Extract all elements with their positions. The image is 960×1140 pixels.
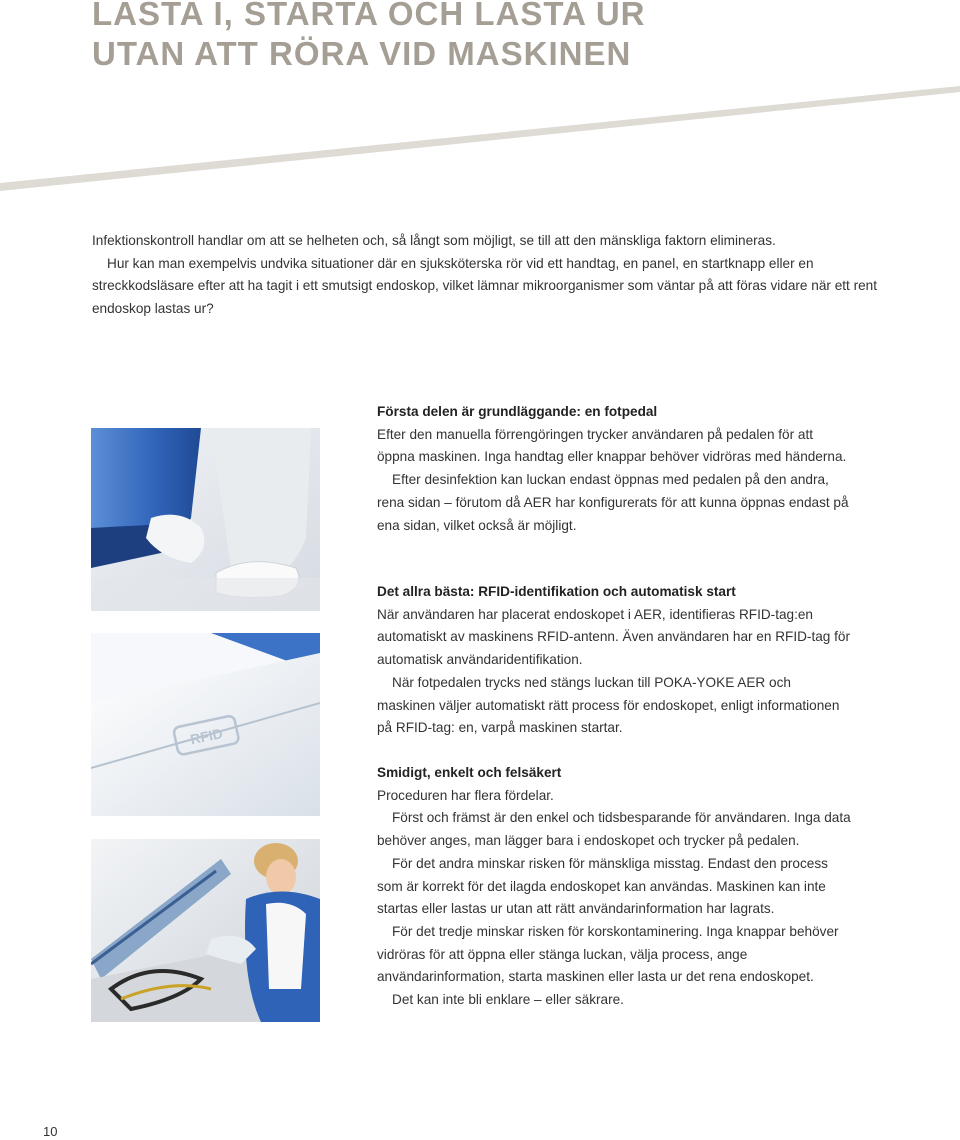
intro-paragraph-2: Hur kan man exempelvis undvika situationer där en sjuksköterska rör vid ett handtag, en panel, en startknapp eller en streckkodsläsare efter att ha tagit i ett smutsigt endoskop, vilket lämnar mikroorganismer som väntar på att föras vidare när ett rent endoskop lastas ur? [92, 255, 878, 316]
photo-rfid-lid [91, 633, 320, 816]
intro-paragraph-1: Infektionskontroll handlar om att se helheten och, så långt som möjligt, se till att den mänskliga faktorn elimineras. [92, 233, 776, 248]
photo-foot-pedal [91, 428, 320, 611]
section-foot-pedal [377, 401, 852, 537]
page-title-line-2: UTAN ATT RÖRA VID MASKINEN [92, 35, 632, 72]
section-paragraph: Efter den manuella förrengöringen trycker användaren på pedalen för att öppna maskinen. Inga handtag eller knappar behöver vidröras med händerna. [377, 426, 847, 465]
section-paragraph: Proceduren har flera fördelar. [377, 787, 554, 803]
section-simple-safe [377, 762, 852, 1012]
photo-nurse-loading [91, 839, 320, 1022]
section-heading: Smidigt, enkelt och felsäkert [377, 765, 562, 780]
page-number: 10 [43, 1124, 58, 1139]
section-paragraph: Efter desinfektion kan luckan endast öppnas med pedalen på den andra, rena sidan – förutom då AER har konfigurerats för att kunna öppnas endast på ena sidan, vilket också är möjligt. [377, 472, 849, 533]
rfid-embossed-label: RFID [188, 725, 225, 748]
page-title-line-1: LASTA I, STARTA OCH LASTA UR [92, 0, 646, 32]
section-paragraph: Det kan inte bli enklare – eller säkrare. [392, 992, 624, 1008]
section-paragraph: När användaren har placerat endoskopet i AER, identifieras RFID-tag:en automatiskt av maskinens RFID-antenn. Även användaren har en RFID-tag för automatisk användaridentifikation. [377, 606, 850, 668]
section-paragraph: För det andra minskar risken för mänskliga misstag. Endast den process som är korrekt för det ilagda endoskopet kan användas. Maskinen kan inte startas eller lastas ur utan att rätt användarinformation har lagrats. [377, 855, 828, 917]
section-paragraph: För det tredje minskar risken för korskontaminering. Inga knappar behöver vidröras för att öppna eller stänga luckan, välja process, ange användarinformation, starta maskinen eller lasta ur det rena endoskopet. [377, 923, 839, 985]
section-rfid [377, 581, 852, 740]
section-heading: Första delen är grundläggande: en fotpedal [377, 404, 658, 419]
section-paragraph: Först och främst är den enkel och tidsbesparande för användaren. Inga data behöver anges, man lägger bara i endoskopet och trycker på pedalen. [377, 810, 851, 849]
section-paragraph: När fotpedalen trycks ned stängs luckan till POKA-YOKE AER och maskinen väljer automatiskt rätt process för endoskopet, enligt informationen på RFID-tag: en, varpå maskinen startar. [377, 674, 840, 736]
decorative-diagonal-rule [0, 0, 960, 200]
section-heading: Det allra bästa: RFID-identifikation och automatisk start [377, 584, 736, 599]
intro-text [92, 230, 882, 320]
